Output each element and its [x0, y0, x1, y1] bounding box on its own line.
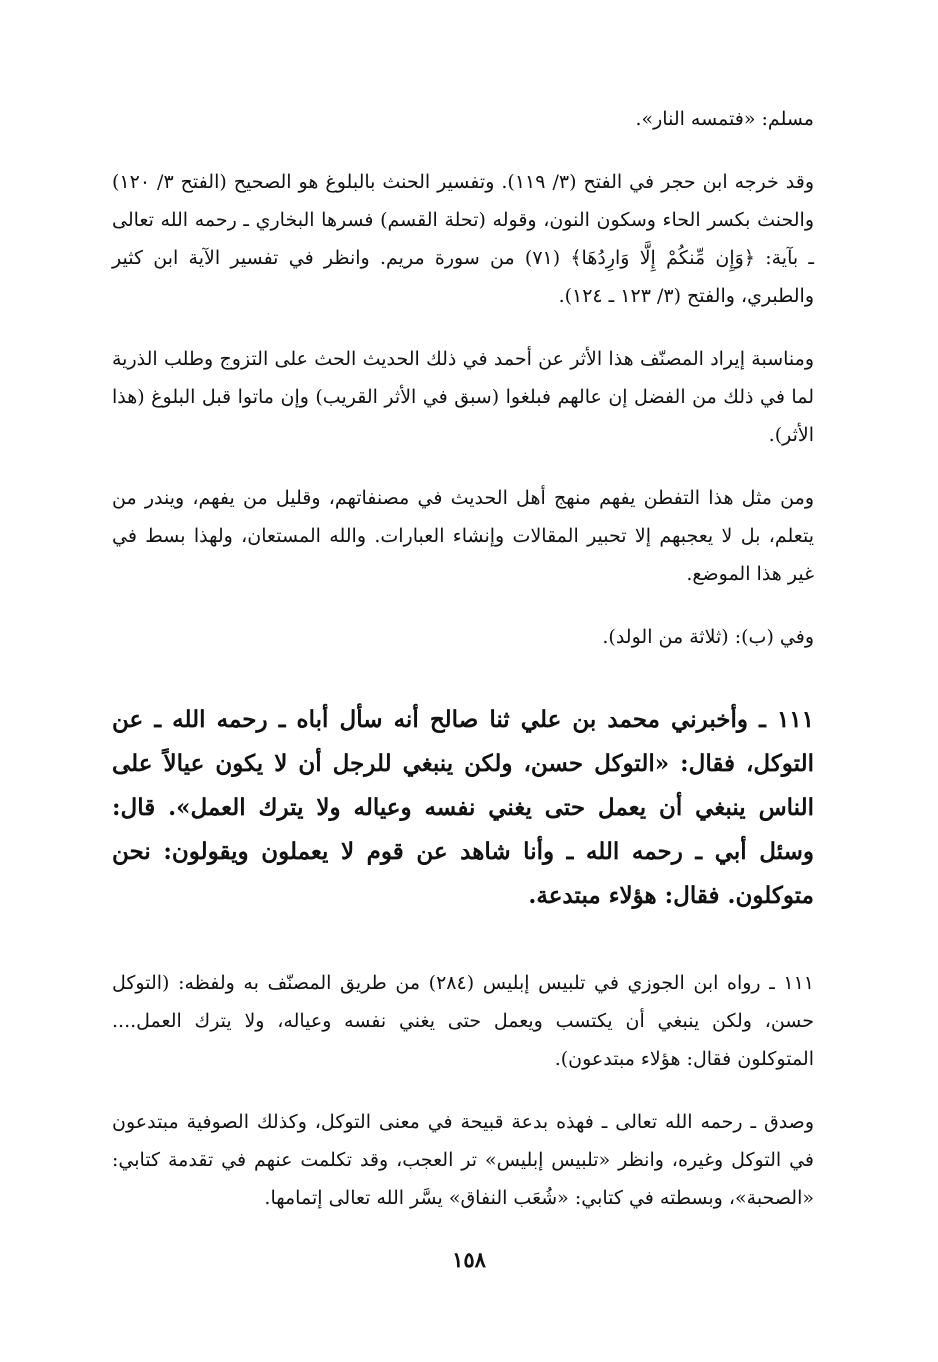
page-number: ١٥٨: [452, 1247, 486, 1272]
footnote-ibn-hajar: وقد خرجه ابن حجر في الفتح (٣/ ١١٩). وتفسير الحنث بالبلوغ هو الصحيح (الفتح ٣/ ١٢٠) والحنث بكسر الحاء وسكون النون، وقوله (تحلة القسم) فسرها البخاري ـ رحمه الله تعالى ـ بآية: ﴿وَإِن مِّنكُمْ إِلَّا وَارِدُهَا﴾ (٧١) من سورة مريم. وانظر في تفسير الآية ابن كثير والطبري، والفتح (٣/ ١٢٣ ـ ١٢٤).: [112, 171, 814, 307]
footnote-muslim-quote: مسلم: «فتمسه النار».: [635, 108, 814, 130]
footnote-111-takhrij: ١١١ ـ رواه ابن الجوزي في تلبيس إبليس (٢٨٤) من طريق المصنّف به ولفظه: (التوكل حسن، ولكن ينبغي أن يكتسب ويعمل حتى يغني نفسه وعياله، ولا يترك العمل.... المتوكلون فقال: هؤلاء مبتدعون).: [112, 972, 814, 1070]
footnote-111-comment: وصدق ـ رحمه الله تعالى ـ فهذه بدعة قبيحة في معنى التوكل، وكذلك الصوفية مبتدعون في التوكل وغيره، وانظر «تلبيس إبليس» تر العجب، وقد تكلمت عنهم في تقدمة كتابي: «الصحبة»، وبسطته في كتابي: «شُعَب النفاق» يسَّر الله تعالى إتمامها.: [112, 1111, 815, 1209]
footnote-variant-b: وفي (ب): (ثلاثة من الولد).: [602, 626, 814, 648]
footnote-hadith-method: ومن مثل هذا التفطن يفهم منهج أهل الحديث في مصنفاتهم، وقليل من يفهم، ويندر من يتعلم، بل لا يعجبهم إلا تحبير المقالات وإنشاء العبارات. والله المستعان، ولهذا بسط في غير هذا الموضع.: [112, 487, 814, 585]
footnote-relevance: ومناسبة إيراد المصنّف هذا الأثر عن أحمد في ذلك الحديث الحث على التزوج وطلب الذرية لما في ذلك من الفضل إن عالهم فبلغوا (سبق في الأثر القريب) وإن ماتوا قبل البلوغ (هذا الأثر).: [112, 348, 814, 446]
page-body: [112, 100, 814, 1217]
main-text-athar-111: ١١١ ـ وأخبرني محمد بن علي ثنا صالح أنه سأل أباه ـ رحمه الله ـ عن التوكل، فقال: «التوكل حسن، ولكن ينبغي للرجل أن لا يكون عيالاً على الناس ينبغي أن يعمل حتى يغني نفسه وعياله ولا يترك العمل». قال: وسئل أبي ـ رحمه الله ـ وأنا شاهد عن قوم لا يعملون ويقولون: نحن متوكلون. فقال: هؤلاء مبتدعة.: [112, 706, 814, 909]
